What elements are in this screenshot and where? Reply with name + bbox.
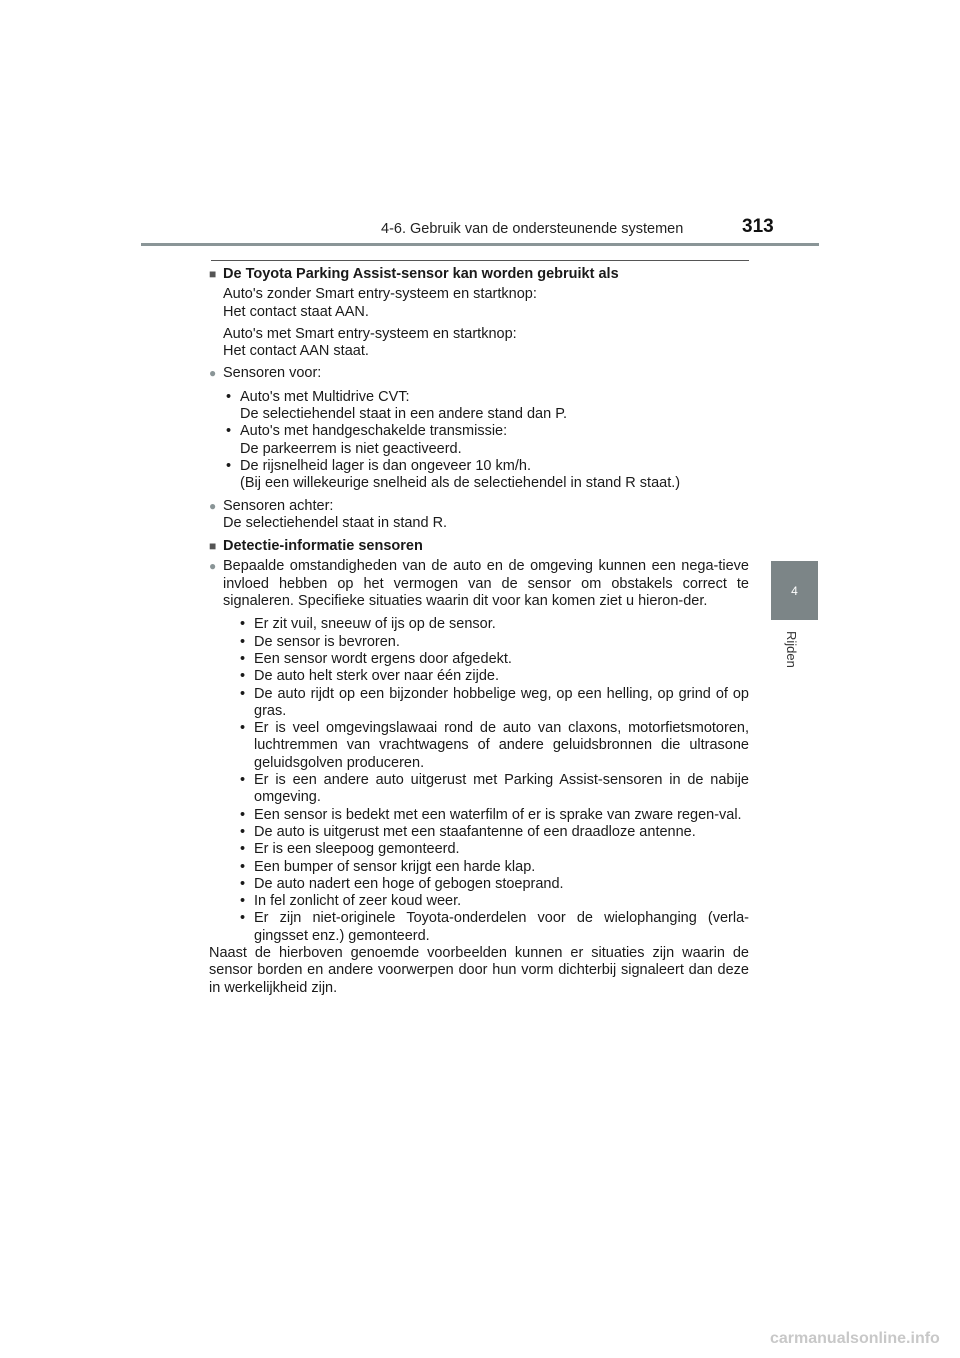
paragraph: Auto's zonder Smart entry-systeem en startknop: Het contact staat AAN. bbox=[223, 286, 537, 320]
list-item: • De auto helt sterk over naar één zijde. bbox=[240, 668, 500, 685]
list-item: • De rijsnelheid lager is dan ongeveer 10 km/h. (Bij een willekeurige snelheid als de selectiehendel in stand R staat.) bbox=[226, 457, 681, 492]
square-bullet-icon: ■ bbox=[209, 539, 217, 554]
list-item: • Er zijn niet-originele Toyota-onderdelen voor de wielophanging (verla-gingsset enz.) gemonteerd. bbox=[240, 910, 749, 944]
section-heading: ■ De Toyota Parking Assist-sensor kan worden gebruikt als bbox=[209, 266, 619, 282]
header-rule bbox=[141, 243, 819, 246]
list-item: • Er is een andere auto uitgerust met Parking Assist-sensoren in de nabije omgeving. bbox=[240, 772, 749, 806]
list-item: • Er zit vuil, sneeuw of ijs op de sensor. bbox=[240, 616, 496, 633]
watermark: carmanualsonline.info bbox=[770, 1330, 940, 1347]
detection-conditions bbox=[209, 616, 749, 945]
page-number: 313 bbox=[742, 216, 774, 237]
content-rule bbox=[211, 260, 749, 261]
list-item: • De auto nadert een hoge of gebogen stoeprand. bbox=[240, 875, 564, 892]
list-item: • Er is veel omgevingslawaai rond de auto van claxons, motorfietsmotoren, luchtremmen van vrachtwagens of andere geluidsbronnen die ultrasone geluidsgolven produceren. bbox=[240, 720, 749, 771]
circle-bullet-icon: ● bbox=[209, 366, 217, 381]
list-item: • Een sensor wordt ergens door afgedekt. bbox=[240, 650, 512, 667]
chapter-tab[interactable] bbox=[771, 561, 818, 620]
section-title: 4-6. Gebruik van de ondersteunende systemen bbox=[381, 221, 684, 237]
list-item: • Een bumper of sensor krijgt een harde klap. bbox=[240, 858, 536, 875]
square-bullet-icon: ■ bbox=[209, 267, 217, 281]
list-item: • De sensor is bevroren. bbox=[240, 633, 400, 650]
list-item: • De auto is uitgerust met een staafantenne of een draadloze antenne. bbox=[240, 823, 696, 840]
circle-bullet-icon: ● bbox=[209, 498, 217, 513]
chapter-number: 4 bbox=[791, 583, 798, 598]
paragraph: Auto's met Smart entry-systeem en startknop: Het contact AAN staat. bbox=[223, 325, 517, 360]
chapter-title: Rijden bbox=[784, 631, 799, 668]
front-sensor-conditions bbox=[209, 389, 749, 493]
list-item: • In fel zonlicht of zeer koud weer. bbox=[240, 893, 462, 910]
list-item: • Auto's met Multidrive CVT: De selectiehendel staat in een andere stand dan P. bbox=[226, 388, 568, 423]
section-heading: ■ Detectie-informatie sensoren bbox=[209, 538, 423, 555]
circle-bullet-icon: ● bbox=[209, 559, 217, 574]
list-item: • Een sensor is bedekt met een waterfilm of er is sprake van zware regen-val. bbox=[240, 806, 742, 823]
page-content bbox=[209, 266, 749, 997]
list-item: • Auto's met handgeschakelde transmissie: De parkeerrem is niet geactiveerd. bbox=[226, 423, 508, 457]
list-item: • Er is een sleepoog gemonteerd. bbox=[240, 841, 460, 858]
closing-paragraph: Naast de hierboven genoemde voorbeelden kunnen er situaties zijn waarin de sensor borden en andere voorwerpen door hun vorm dichterbij signaleert dan deze in werkelijkheid zijn. bbox=[209, 944, 749, 996]
list-item: ● Sensoren achter: De selectiehendel staat in stand R. bbox=[209, 497, 448, 531]
list-item: ● Bepaalde omstandigheden van de auto en de omgeving kunnen een nega-tieve invloed hebben op het vermogen van de sensor om obstakels correct te signaleren. Specifieke situaties waarin dit voor kan komen ziet u hieron-der. bbox=[209, 558, 749, 610]
list-item: ● Sensoren voor: bbox=[209, 365, 322, 382]
list-item: • De auto rijdt op een bijzonder hobbelige weg, op een helling, op grind of op gras. bbox=[240, 685, 749, 719]
